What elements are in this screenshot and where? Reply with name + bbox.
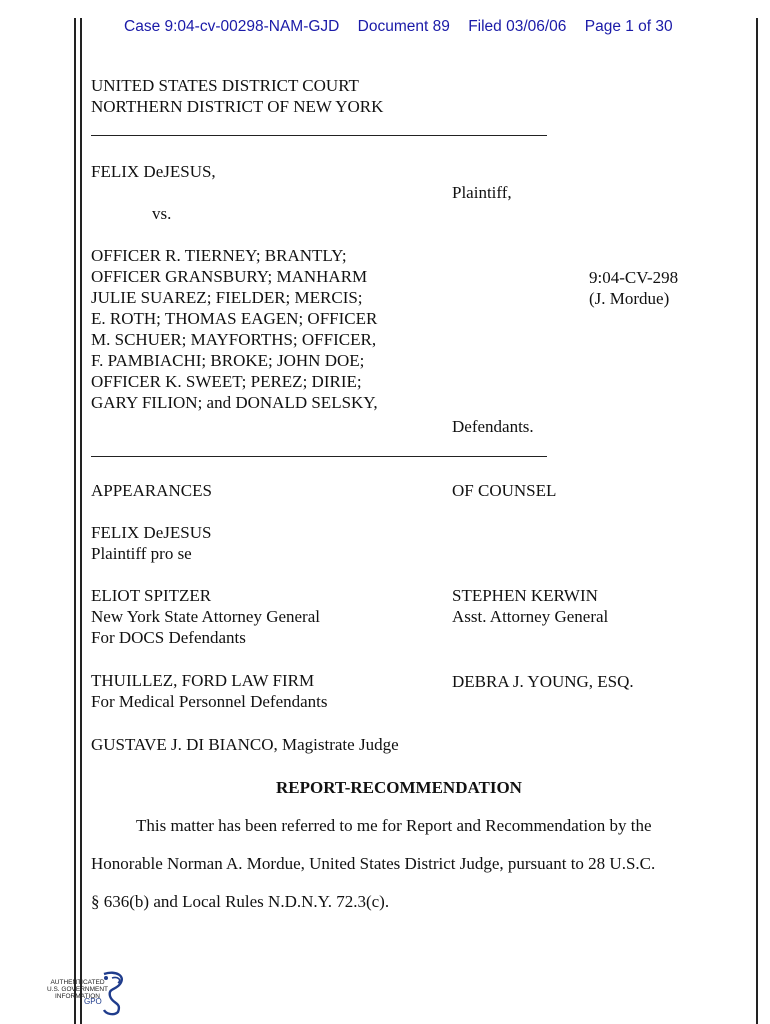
attorney-general-title: New York State Attorney General	[91, 607, 320, 626]
margin-rule-right	[756, 18, 758, 1024]
filing-header	[92, 18, 692, 36]
defendant-line: OFFICER GRANSBURY; MANHARM	[91, 267, 368, 286]
body-line: Honorable Norman A. Mordue, United States District Judge, pursuant to 28 U.S.C.	[91, 854, 656, 873]
attorney-general-name: ELIOT SPITZER	[91, 586, 212, 605]
plaintiff-role: Plaintiff,	[452, 183, 512, 202]
attorney-general-party: For DOCS Defendants	[91, 628, 246, 647]
court-name-line2: NORTHERN DISTRICT OF NEW YORK	[91, 97, 384, 116]
gpo-authentication-stamp	[40, 970, 130, 1018]
filed-date: Filed 03/06/06	[468, 18, 567, 35]
document-number: Document 89	[357, 18, 450, 35]
stamp-line: U.S. GOVERNMENT	[46, 986, 109, 993]
stamp-line: INFORMATION	[54, 993, 100, 1000]
law-firm-party: For Medical Personnel Defendants	[91, 692, 328, 711]
defendants-role: Defendants.	[452, 417, 534, 436]
caption-rule-top	[91, 135, 547, 136]
appearances-heading: APPEARANCES	[91, 481, 212, 500]
gpo-label: GPO	[84, 997, 102, 1006]
law-firm-name: THUILLEZ, FORD LAW FIRM	[91, 671, 315, 690]
body-line: This matter has been referred to me for Report and Recommendation by the	[136, 816, 652, 835]
counsel-title: Asst. Attorney General	[452, 607, 609, 626]
appearance-plaintiff-role: Plaintiff pro se	[91, 544, 192, 563]
plaintiff-name: FELIX DeJESUS,	[91, 162, 216, 181]
page-count: Page 1 of 30	[584, 18, 673, 35]
body-line: § 636(b) and Local Rules N.D.N.Y. 72.3(c).	[91, 892, 390, 911]
versus: vs.	[152, 204, 172, 223]
defendant-line: M. SCHUER; MAYFORTHS; OFFICER,	[91, 330, 377, 349]
court-name-line1: UNITED STATES DISTRICT COURT	[91, 76, 359, 95]
counsel-name: STEPHEN KERWIN	[452, 586, 598, 605]
civil-case-number: 9:04-CV-298	[589, 268, 679, 287]
defendant-line: JULIE SUAREZ; FIELDER; MERCIS;	[91, 288, 363, 307]
document-title: REPORT-RECOMMENDATION	[276, 778, 522, 797]
case-number-header: Case 9:04-cv-00298-NAM-GJD	[124, 18, 340, 35]
defendant-line: OFFICER R. TIERNEY; BRANTLY;	[91, 246, 347, 265]
margin-rule-left	[74, 18, 76, 1024]
defendant-line: F. PAMBIACHI; BROKE; JOHN DOE;	[91, 351, 365, 370]
margin-rule-left-inner	[80, 18, 82, 1024]
magistrate-judge: GUSTAVE J. DI BIANCO, Magistrate Judge	[91, 735, 399, 754]
defendant-line: E. ROTH; THOMAS EAGEN; OFFICER	[91, 309, 378, 328]
firm-counsel-name: DEBRA J. YOUNG, ESQ.	[452, 672, 634, 691]
defendant-line: GARY FILION; and DONALD SELSKY,	[91, 393, 378, 412]
appearance-plaintiff-name: FELIX DeJESUS	[91, 523, 212, 542]
stamp-line: AUTHENTICATED	[50, 979, 105, 986]
of-counsel-heading: OF COUNSEL	[452, 481, 557, 500]
assigned-judge: (J. Mordue)	[589, 289, 670, 308]
eagle-logo-icon	[98, 970, 128, 1016]
defendant-line: OFFICER K. SWEET; PEREZ; DIRIE;	[91, 372, 362, 391]
caption-rule-bottom	[91, 456, 547, 457]
